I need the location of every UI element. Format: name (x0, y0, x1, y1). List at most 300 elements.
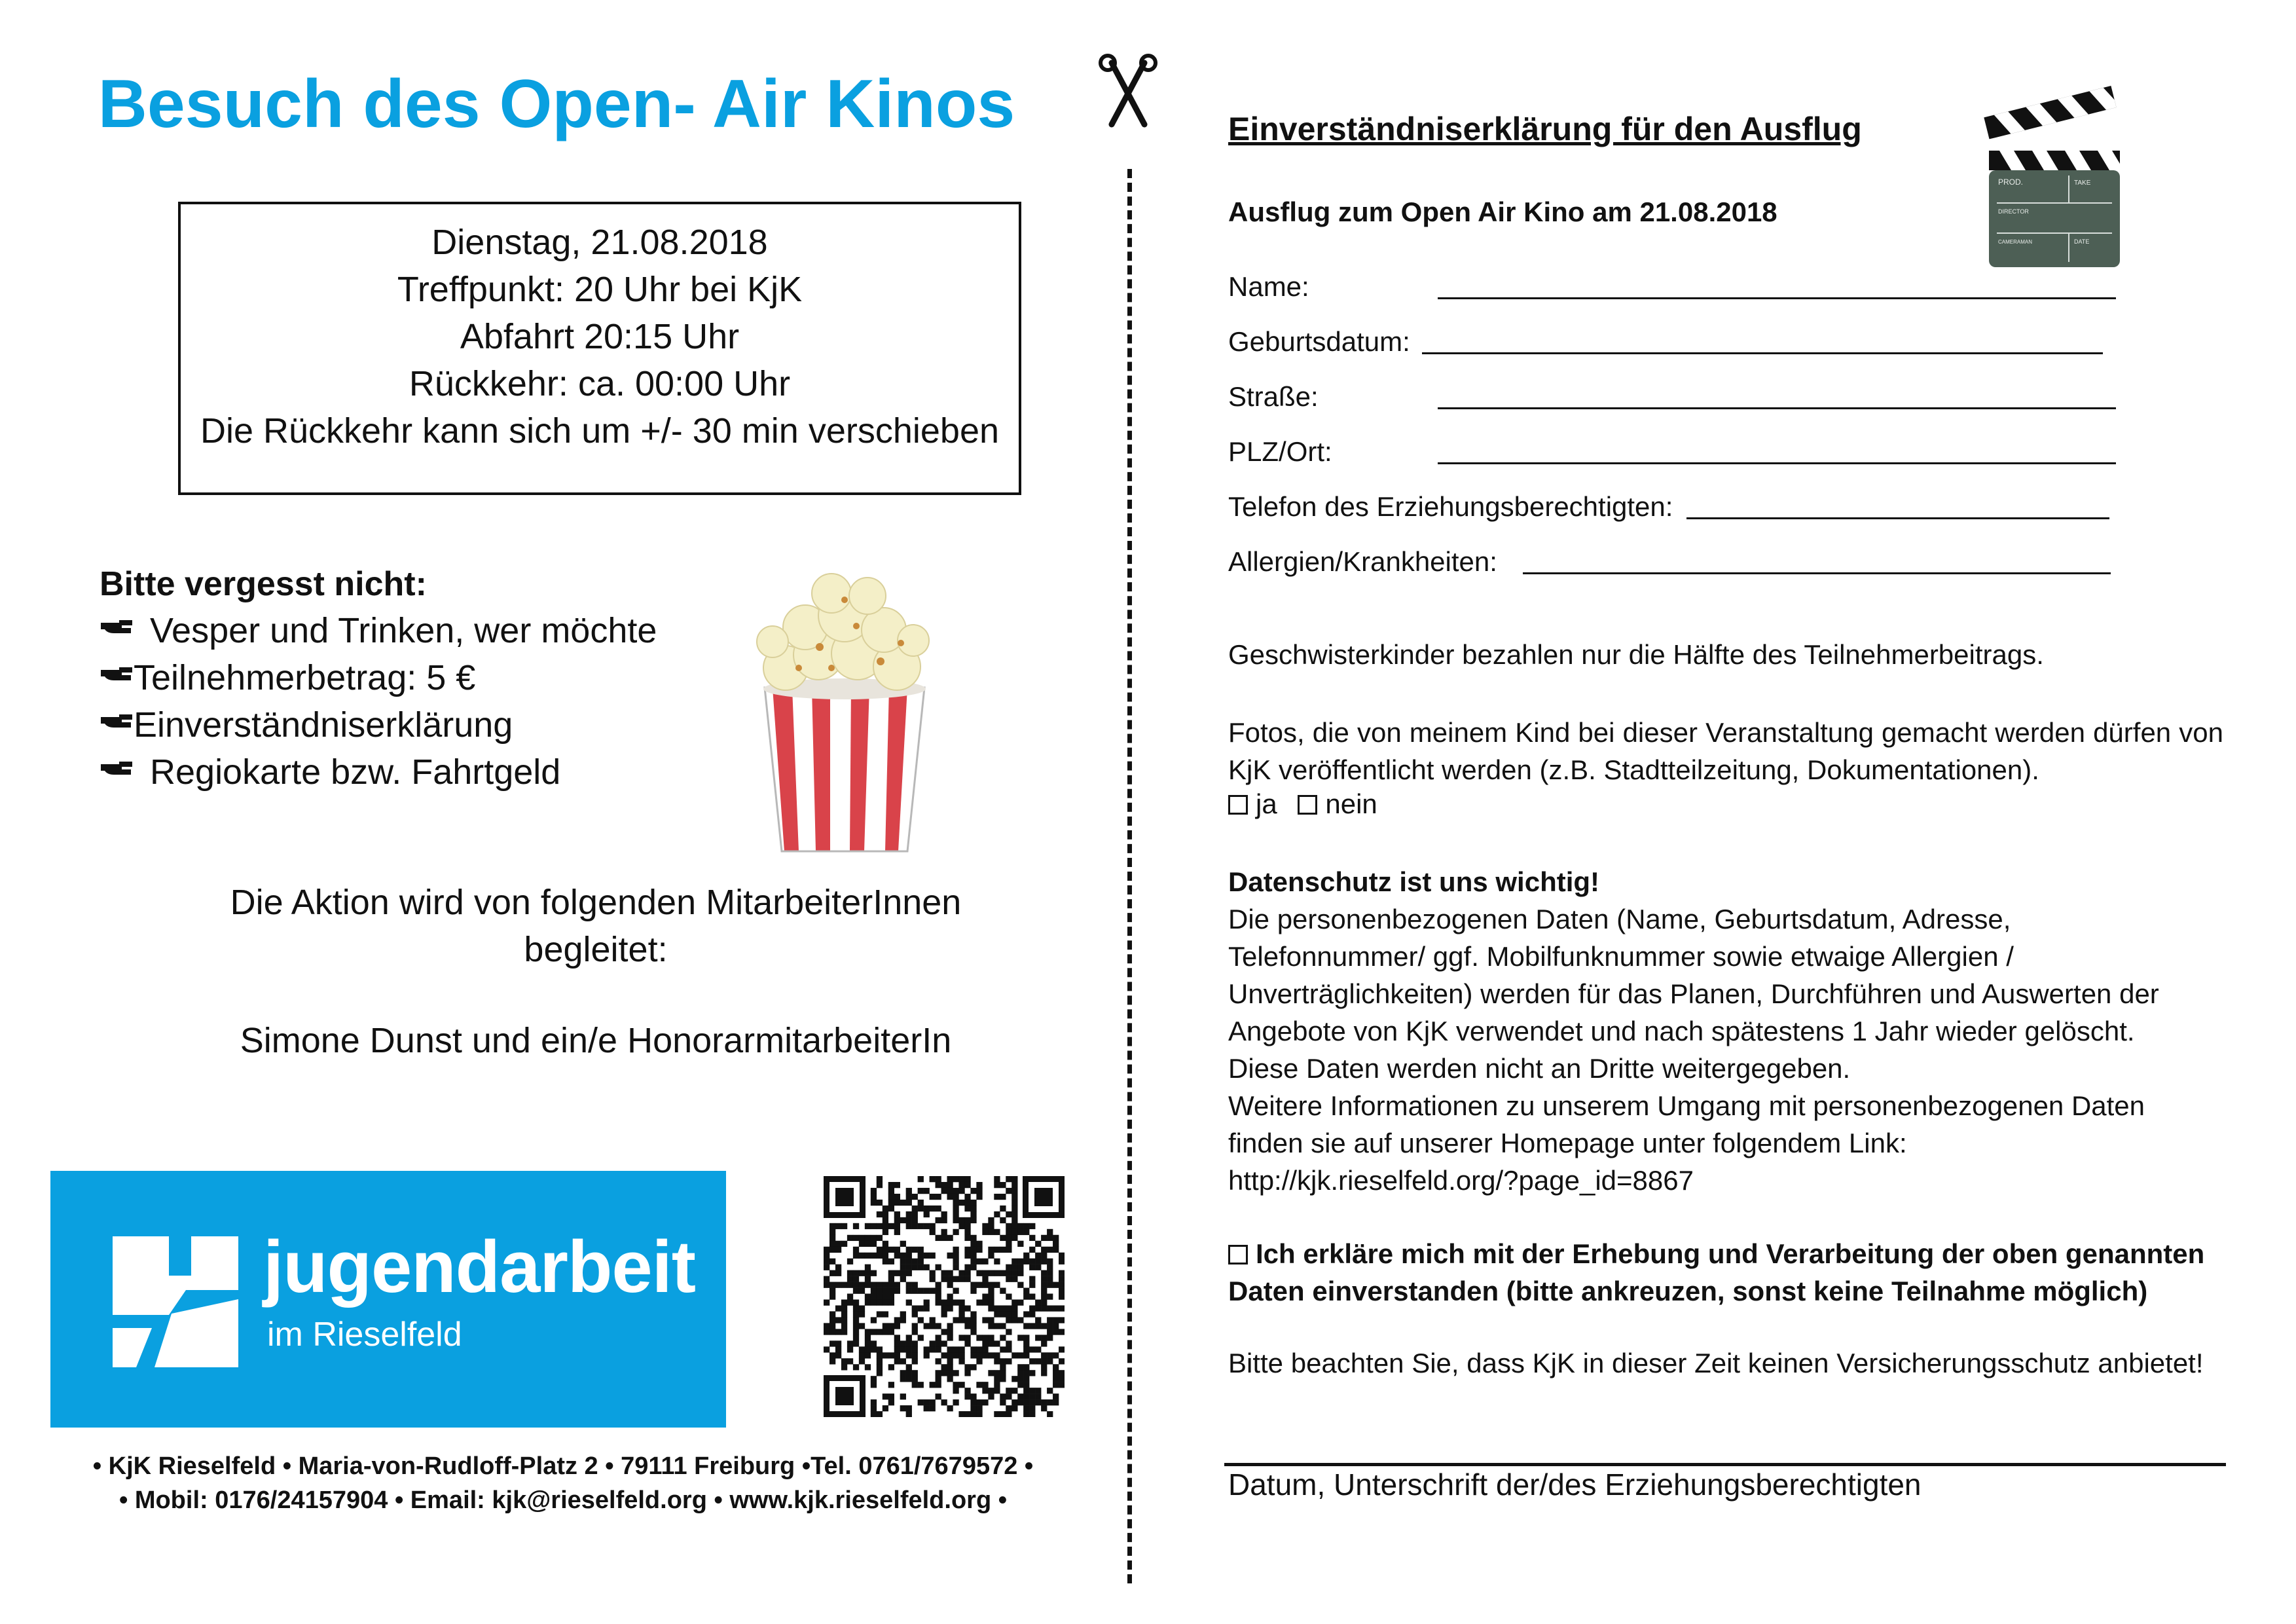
qr-module (877, 1235, 883, 1241)
qr-module (936, 1335, 941, 1340)
qr-module (829, 1340, 835, 1346)
qr-module (1011, 1264, 1017, 1270)
qr-module (953, 1194, 958, 1200)
clapperboard-icon (1984, 77, 2125, 271)
qr-module (894, 1358, 900, 1364)
qr-module (964, 1335, 970, 1340)
qr-module (953, 1211, 958, 1217)
qr-module (1011, 1194, 1017, 1200)
qr-module (936, 1370, 941, 1376)
qr-module (970, 1282, 976, 1288)
name-field[interactable] (1438, 297, 2116, 299)
qr-module (988, 1305, 994, 1311)
qr-module (883, 1247, 888, 1253)
qr-module (1029, 1346, 1035, 1352)
qr-module (918, 1335, 924, 1340)
pointing-hand-icon (100, 619, 134, 636)
qr-module (970, 1211, 976, 1217)
qr-module (1029, 1411, 1035, 1417)
qr-module (1000, 1206, 1006, 1211)
logo-mark-icon (113, 1236, 238, 1367)
qr-module (906, 1270, 912, 1276)
qr-module (964, 1176, 970, 1182)
qr-module (835, 1346, 841, 1352)
qr-module (947, 1329, 953, 1335)
qr-module (936, 1393, 941, 1399)
qr-module (982, 1352, 988, 1358)
qr-module (829, 1317, 835, 1323)
qr-module (906, 1411, 912, 1417)
qr-module (970, 1411, 976, 1417)
qr-module (1006, 1229, 1011, 1235)
qr-module (1017, 1229, 1023, 1235)
data-consent-checkbox[interactable] (1228, 1245, 1248, 1264)
qr-module (958, 1223, 964, 1229)
qr-module (824, 1259, 829, 1264)
qr-module (918, 1382, 924, 1388)
qr-module (888, 1200, 894, 1206)
qr-module (958, 1217, 964, 1223)
qr-module (829, 1288, 835, 1294)
qr-module (912, 1305, 918, 1311)
qr-module (918, 1188, 924, 1194)
qr-module (824, 1247, 829, 1253)
street-field[interactable] (1438, 407, 2116, 409)
qr-module (970, 1217, 976, 1223)
qr-module (824, 1282, 829, 1288)
qr-module (888, 1329, 894, 1335)
qr-module (841, 1223, 847, 1229)
qr-module (964, 1253, 970, 1259)
qr-code[interactable] (824, 1176, 1065, 1417)
qr-module (847, 1358, 853, 1364)
qr-module (865, 1294, 871, 1300)
qr-module (906, 1211, 912, 1217)
qr-module (930, 1229, 936, 1235)
signature-field[interactable] (1224, 1463, 2226, 1466)
qr-module (900, 1264, 906, 1270)
qr-module (1017, 1223, 1023, 1229)
qr-module (1047, 1235, 1053, 1241)
qr-module (1011, 1270, 1017, 1276)
qr-module (883, 1259, 888, 1264)
qr-module (1029, 1282, 1035, 1288)
qr-module (894, 1323, 900, 1329)
page-title: Besuch des Open- Air Kinos (98, 66, 1015, 142)
qr-module (994, 1247, 1000, 1253)
qr-module (1035, 1241, 1041, 1247)
qr-module (1053, 1329, 1059, 1335)
qr-module (976, 1247, 982, 1253)
qr-module (1041, 1253, 1047, 1259)
qr-module (953, 1229, 958, 1235)
allergies-field[interactable] (1523, 572, 2111, 574)
qr-module (976, 1299, 982, 1305)
qr-module (970, 1329, 976, 1335)
qr-module (936, 1264, 941, 1270)
qr-module (1006, 1317, 1011, 1323)
photo-no-checkbox[interactable] (1298, 795, 1317, 815)
qr-module (888, 1364, 894, 1370)
qr-module (859, 1282, 865, 1288)
qr-module (1047, 1247, 1053, 1253)
qr-module (1000, 1235, 1006, 1241)
qr-module (941, 1299, 947, 1305)
qr-module (877, 1311, 883, 1317)
qr-module (988, 1388, 994, 1393)
qr-module (953, 1317, 958, 1323)
reminder-item: Regiokarte bzw. Fahrtgeld (100, 752, 560, 792)
qr-module (1041, 1364, 1047, 1370)
qr-module (994, 1270, 1000, 1276)
privacy-line: Weitere Informationen zu unserem Umgang mit personenbezogenen Daten (1228, 1090, 2145, 1121)
qr-module (918, 1399, 924, 1405)
qr-module (871, 1399, 877, 1405)
qr-module (1006, 1311, 1011, 1317)
qr-module (900, 1270, 906, 1276)
qr-module (888, 1382, 894, 1388)
qr-module (883, 1294, 888, 1300)
qr-module (958, 1276, 964, 1282)
qr-module (1053, 1399, 1059, 1405)
qr-module (918, 1223, 924, 1229)
qr-module (918, 1305, 924, 1311)
qr-module (859, 1235, 865, 1241)
qr-module (941, 1352, 947, 1358)
qr-module (970, 1364, 976, 1370)
qr-module (941, 1235, 947, 1241)
qr-module (988, 1352, 994, 1358)
qr-module (918, 1317, 924, 1323)
qr-module (936, 1346, 941, 1352)
qr-module (1006, 1188, 1011, 1194)
qr-module (953, 1206, 958, 1211)
qr-module (829, 1229, 835, 1235)
qr-module (853, 1288, 859, 1294)
qr-module (994, 1211, 1000, 1217)
qr-module (1029, 1311, 1035, 1317)
qr-module (1059, 1370, 1065, 1376)
qr-module (953, 1188, 958, 1194)
qr-module (994, 1311, 1000, 1317)
qr-module (1047, 1276, 1053, 1282)
qr-module (1041, 1335, 1047, 1340)
qr-module (1011, 1276, 1017, 1282)
qr-module (824, 1329, 829, 1335)
qr-module (1006, 1241, 1011, 1247)
qr-module (953, 1176, 958, 1182)
qr-module (936, 1194, 941, 1200)
qr-module (835, 1270, 841, 1276)
qr-module (1006, 1411, 1011, 1417)
qr-module (1053, 1376, 1059, 1382)
clapper-label: CAMERAMAN (1998, 239, 2033, 245)
qr-module (894, 1340, 900, 1346)
qr-module (900, 1358, 906, 1364)
qr-module (835, 1317, 841, 1323)
qr-module (877, 1176, 883, 1182)
qr-module (1029, 1305, 1035, 1311)
qr-module (982, 1340, 988, 1346)
qr-module (924, 1206, 930, 1211)
qr-module (936, 1294, 941, 1300)
qr-module (994, 1352, 1000, 1358)
qr-module (1041, 1323, 1047, 1329)
qr-module (847, 1340, 853, 1346)
qr-module (1059, 1305, 1065, 1311)
qr-module (1029, 1323, 1035, 1329)
qr-module (1029, 1259, 1035, 1264)
qr-module (883, 1217, 888, 1223)
logo-wordmark: jugendarbeit (263, 1226, 696, 1308)
qr-module (1035, 1317, 1041, 1323)
qr-module (1023, 1340, 1029, 1346)
privacy-line: Die personenbezogenen Daten (Name, Geburtsdatum, Adresse, (1228, 904, 2011, 934)
qr-module (871, 1223, 877, 1229)
qr-module (930, 1206, 936, 1211)
qr-module (865, 1241, 871, 1247)
qr-module (1017, 1352, 1023, 1358)
qr-module (1000, 1323, 1006, 1329)
qr-module (1047, 1323, 1053, 1329)
qr-module (982, 1294, 988, 1300)
qr-module (947, 1176, 953, 1182)
qr-module (877, 1411, 883, 1417)
qr-module (970, 1188, 976, 1194)
qr-module (964, 1247, 970, 1253)
qr-module (1047, 1282, 1053, 1288)
qr-module (1041, 1352, 1047, 1358)
qr-module (894, 1200, 900, 1206)
qr-module (958, 1176, 964, 1182)
qr-module (859, 1358, 865, 1364)
qr-module (1029, 1276, 1035, 1282)
qr-module (883, 1223, 888, 1229)
allergies-label: Allergien/Krankheiten: (1228, 546, 1497, 577)
qr-module (888, 1194, 894, 1200)
qr-module (947, 1364, 953, 1370)
qr-module (912, 1370, 918, 1376)
qr-module (1000, 1182, 1006, 1188)
qr-module (982, 1299, 988, 1305)
qr-module (930, 1270, 936, 1276)
qr-module (859, 1288, 865, 1294)
qr-module (1017, 1382, 1023, 1388)
qr-module (953, 1200, 958, 1206)
qr-module (1011, 1235, 1017, 1241)
qr-module (918, 1206, 924, 1211)
qr-module (871, 1340, 877, 1346)
qr-module (888, 1399, 894, 1405)
qr-module (906, 1223, 912, 1229)
qr-module (958, 1382, 964, 1388)
qr-module (829, 1235, 835, 1241)
qr-module (941, 1217, 947, 1223)
qr-module (1023, 1288, 1029, 1294)
qr-module (906, 1282, 912, 1288)
qr-module (906, 1335, 912, 1340)
qr-module (871, 1294, 877, 1300)
qr-module (1023, 1399, 1029, 1405)
qr-module (883, 1352, 888, 1358)
qr-module (853, 1340, 859, 1346)
qr-module (1000, 1335, 1006, 1340)
qr-module (871, 1235, 877, 1241)
qr-module (894, 1270, 900, 1276)
qr-module (853, 1247, 859, 1253)
qr-module (953, 1399, 958, 1405)
qr-module (865, 1270, 871, 1276)
qr-module (1006, 1346, 1011, 1352)
qr-module (900, 1393, 906, 1399)
qr-module (871, 1253, 877, 1259)
qr-module (924, 1305, 930, 1311)
qr-module (994, 1411, 1000, 1417)
qr-module (883, 1393, 888, 1399)
qr-module (947, 1335, 953, 1340)
qr-module (1029, 1264, 1035, 1270)
qr-module (947, 1305, 953, 1311)
qr-module (894, 1282, 900, 1288)
qr-module (1023, 1229, 1029, 1235)
qr-module (953, 1352, 958, 1358)
qr-module (877, 1346, 883, 1352)
qr-module (824, 1346, 829, 1352)
qr-module (865, 1235, 871, 1241)
qr-module (1023, 1405, 1029, 1411)
qr-module (958, 1358, 964, 1364)
qr-module (1035, 1323, 1041, 1329)
qr-module (894, 1223, 900, 1229)
qr-module (1000, 1217, 1006, 1223)
qr-module (953, 1264, 958, 1270)
qr-module (964, 1194, 970, 1200)
qr-module (970, 1393, 976, 1399)
qr-module (900, 1276, 906, 1282)
qr-module (824, 1299, 829, 1305)
pointing-hand-icon (100, 666, 134, 683)
qr-module (994, 1229, 1000, 1235)
photo-consent-text: Fotos, die von meinem Kind bei dieser Veranstaltung gemacht werden dürfen von KjK veröffentlicht werden (z.B. Stadtteilzeitung, Dokumentationen). (1228, 717, 2223, 785)
qr-module (1041, 1270, 1047, 1276)
qr-module (953, 1299, 958, 1305)
qr-module (970, 1200, 976, 1206)
qr-module (988, 1217, 994, 1223)
qr-module (994, 1323, 1000, 1329)
qr-module (1000, 1305, 1006, 1311)
qr-module (829, 1311, 835, 1317)
qr-module (877, 1253, 883, 1259)
qr-module (1029, 1247, 1035, 1253)
qr-module (1041, 1294, 1047, 1300)
qr-module (936, 1217, 941, 1223)
qr-module (1011, 1352, 1017, 1358)
qr-module (894, 1182, 900, 1188)
qr-module (958, 1352, 964, 1358)
qr-module (871, 1346, 877, 1352)
qr-module (841, 1323, 847, 1329)
qr-module (941, 1211, 947, 1217)
qr-module (847, 1282, 853, 1288)
qr-module (964, 1370, 970, 1376)
qr-module (1000, 1393, 1006, 1399)
signature-label: Datum, Unterschrift der/des Erziehungsberechtigten (1228, 1467, 1922, 1502)
privacy-title: Datenschutz ist uns wichtig! (1228, 866, 1600, 897)
city-field[interactable] (1438, 462, 2116, 464)
siblings-note: Geschwisterkinder bezahlen nur die Hälfte des Teilnehmerbeitrags. (1228, 639, 2044, 670)
qr-module (1029, 1405, 1035, 1411)
clapper-label: DATE (2074, 238, 2090, 245)
qr-module (853, 1305, 859, 1311)
qr-module (877, 1294, 883, 1300)
qr-module (1029, 1235, 1035, 1241)
qr-module (853, 1253, 859, 1259)
qr-module (1011, 1206, 1017, 1211)
qr-module (1029, 1358, 1035, 1364)
qr-module (912, 1194, 918, 1200)
clapper-label: PROD. (1998, 177, 2024, 187)
qr-module (1011, 1229, 1017, 1235)
logo-subtitle: im Rieselfeld (267, 1316, 462, 1354)
qr-module (906, 1194, 912, 1200)
qr-module (947, 1376, 953, 1382)
qr-module (994, 1176, 1000, 1182)
qr-module (941, 1399, 947, 1405)
qr-module (847, 1294, 853, 1300)
qr-module (883, 1211, 888, 1217)
qr-module (1029, 1393, 1035, 1399)
qr-module (1006, 1276, 1011, 1282)
qr-module (924, 1299, 930, 1305)
qr-module (824, 1276, 829, 1282)
qr-module (906, 1253, 912, 1259)
qr-module (947, 1352, 953, 1358)
privacy-section (1228, 863, 2223, 1199)
qr-module (1017, 1259, 1023, 1264)
qr-module (982, 1259, 988, 1264)
event-meeting-point: Treffpunkt: 20 Uhr bei KjK (397, 270, 803, 309)
qr-module (1006, 1393, 1011, 1399)
qr-module (1006, 1235, 1011, 1241)
qr-module (1006, 1405, 1011, 1411)
qr-module (1035, 1346, 1041, 1352)
qr-module (1041, 1340, 1047, 1346)
qr-module (1047, 1229, 1053, 1235)
qr-module (924, 1288, 930, 1294)
qr-module (964, 1206, 970, 1211)
qr-module (988, 1340, 994, 1346)
qr-module (1029, 1223, 1035, 1229)
qr-module (964, 1411, 970, 1417)
qr-module (947, 1194, 953, 1200)
qr-module (924, 1223, 930, 1229)
qr-module (1053, 1323, 1059, 1329)
qr-module (1023, 1311, 1029, 1317)
phone-field[interactable] (1686, 517, 2109, 519)
birthdate-field[interactable] (1422, 352, 2103, 354)
qr-module (982, 1276, 988, 1282)
qr-module (988, 1299, 994, 1305)
photo-yes-checkbox[interactable] (1228, 795, 1248, 815)
qr-module (894, 1352, 900, 1358)
qr-module (936, 1176, 941, 1182)
qr-module (930, 1399, 936, 1405)
privacy-line: Angebote von KjK verwendet und nach spätestens 1 Jahr wieder gelöscht. (1228, 1016, 2135, 1046)
qr-module (1047, 1388, 1053, 1393)
qr-module (1000, 1376, 1006, 1382)
privacy-link[interactable]: http://kjk.rieselfeld.org/?page_id=8867 (1228, 1165, 1694, 1196)
qr-module (988, 1317, 994, 1323)
